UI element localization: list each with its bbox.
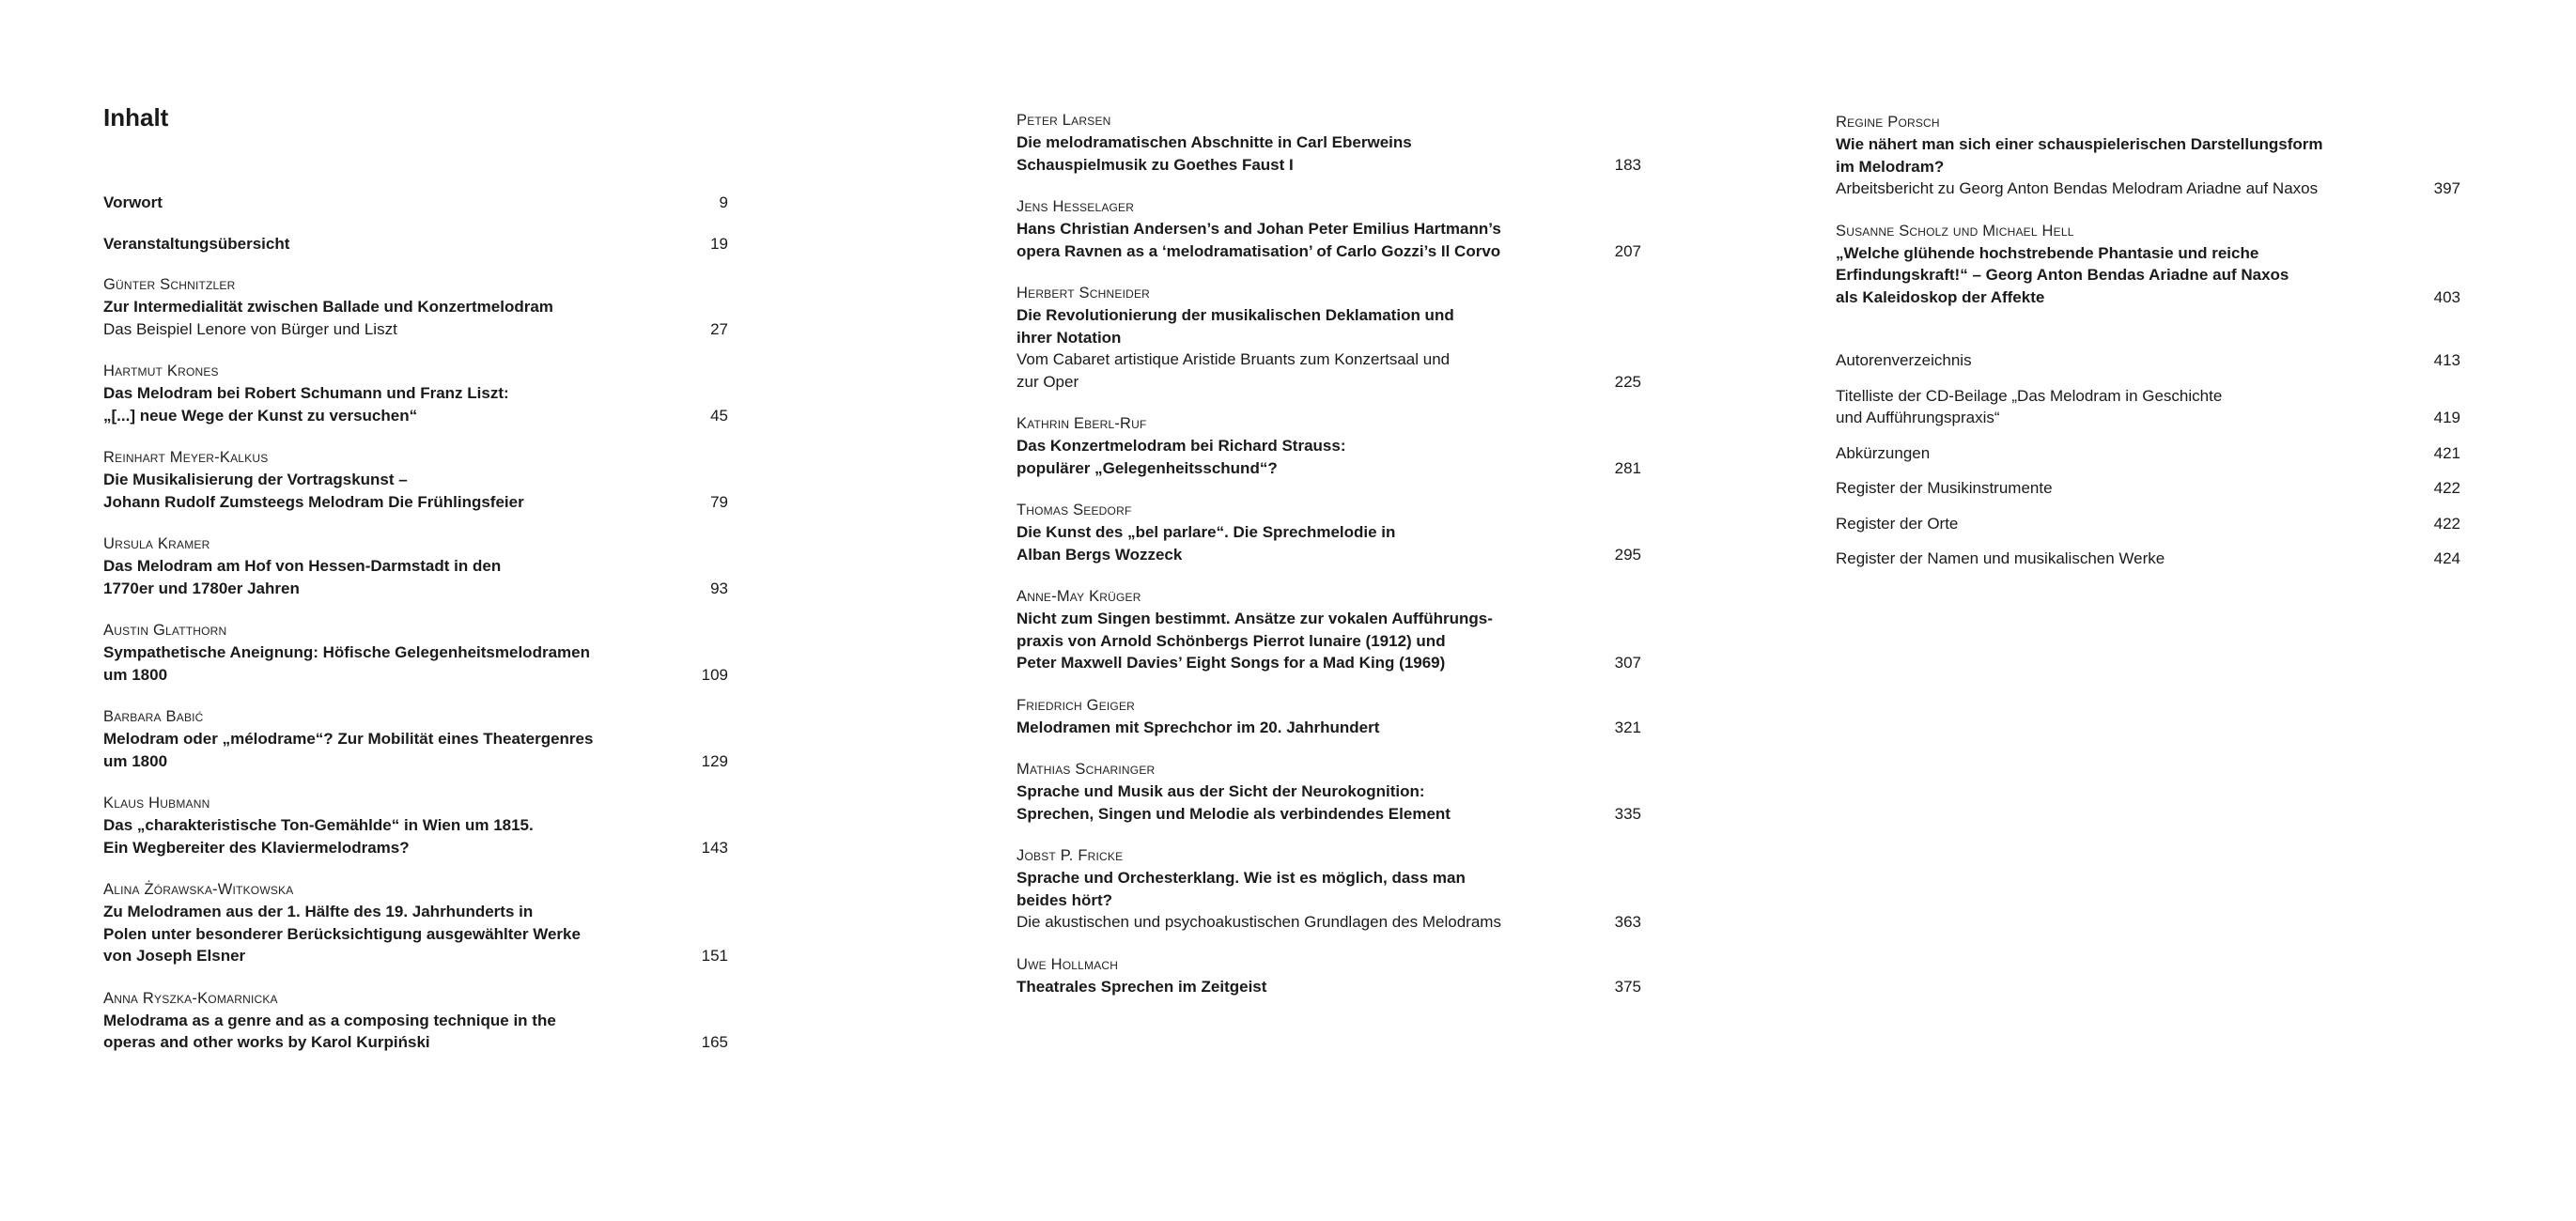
toc-entry (103, 705, 728, 772)
toc-entries (1016, 109, 1641, 997)
entry-title-line: Theatrales Sprechen im Zeitgeist (1016, 977, 1267, 996)
toc-entry (1836, 513, 2460, 535)
toc-entry (1016, 953, 1641, 998)
entry-page-number: 19 (710, 234, 728, 253)
entry-title-line: Peter Maxwell Davies’ Eight Songs for a Mad King (1969) (1016, 654, 1446, 672)
entry-text (103, 878, 686, 967)
entry-subtitle-line: Autorenverzeichnis (1836, 351, 1972, 369)
entry-title-line: Die Musikalisierung der Vortragskunst – (103, 471, 408, 488)
toc-entry (1836, 442, 2460, 465)
entry-text (1016, 412, 1599, 479)
toc-entries (1836, 111, 2460, 570)
entry-title-line: Das Melodram bei Robert Schumann und Franz Liszt: (103, 384, 509, 402)
entry-title-line: Melodram oder „mélodrame“? Zur Mobilität eines Theatergenres (103, 730, 594, 748)
entry-text (1836, 220, 2418, 309)
entry-page-number: 183 (1614, 155, 1641, 174)
toc-entry (1016, 499, 1641, 565)
entry-title-line: Ein Wegbereiter des Klaviermelodrams? (103, 838, 410, 857)
entry-subtitle-line: Register der Orte (1836, 514, 1959, 533)
entry-page-number: 129 (701, 751, 728, 770)
entry-author: Reinhart Meyer-Kalkus (103, 449, 269, 466)
entry-title-line: beides hört? (1016, 890, 1113, 909)
entry-page-number: 27 (710, 319, 728, 338)
entry-title-line: Die Kunst des „bel parlare“. Die Sprechmelodie in (1016, 523, 1396, 541)
entry-author: Friedrich Geiger (1016, 696, 1136, 714)
entry-text (1836, 442, 2418, 465)
entry-page-number: 335 (1614, 804, 1641, 823)
entry-page-number: 422 (2433, 514, 2460, 533)
entry-text (1016, 844, 1599, 934)
entry-text (103, 619, 686, 686)
toc-entry (1016, 412, 1641, 479)
toc-entry (1836, 111, 2460, 200)
entry-text (1016, 758, 1599, 825)
entry-text (1836, 111, 2418, 200)
entry-author: Peter Larsen (1016, 112, 1111, 129)
entry-title-line: 1770er und 1780er Jahren (103, 579, 300, 597)
entry-page-number: 421 (2433, 443, 2460, 462)
entry-title-line: Polen unter besonderer Berücksichtigung ausgewählter Werke (103, 924, 581, 943)
entry-subtitle-line: Titelliste der CD-Beilage „Das Melodram in Geschichte (1836, 386, 2223, 405)
toc-entry (1836, 220, 2460, 309)
toc-entry (103, 446, 728, 513)
toc-entry (1836, 385, 2460, 429)
entry-page-number: 375 (1614, 977, 1641, 996)
toc-entry (1016, 109, 1641, 176)
entry-title-line: „Welche glühende hochstrebende Phantasie und reiche (1836, 243, 2259, 262)
entry-title-line: Schauspielmusik zu Goethes Faust I (1016, 155, 1294, 174)
entry-text (103, 192, 686, 214)
entry-title-line: Das Melodram am Hof von Hessen-Darmstadt in den (103, 557, 502, 575)
entry-page-number: 424 (2433, 549, 2460, 567)
entry-author: Susanne Scholz und Michael Hell (1836, 222, 2074, 240)
toc-entry (1836, 477, 2460, 500)
entry-title-line: Sprache und Musik aus der Sicht der Neurokognition: (1016, 782, 1425, 800)
entry-subtitle-line: Die akustischen und psychoakustischen Grundlagen des Melodrams (1016, 913, 1501, 931)
toc-entry (103, 878, 728, 967)
entry-subtitle-line: Abkürzungen (1836, 443, 1931, 462)
entry-page-number: 307 (1614, 654, 1641, 672)
entry-page-number: 93 (710, 579, 728, 597)
entry-text (1016, 109, 1599, 176)
entry-subtitle-line: und Aufführungspraxis“ (1836, 409, 2000, 426)
entry-title-line: Zu Melodramen aus der 1. Hälfte des 19. Jahrhunderts in (103, 903, 534, 920)
entry-page-number: 45 (710, 406, 728, 425)
toc-entry (1016, 195, 1641, 262)
entry-author: Anne-May Krüger (1016, 588, 1141, 605)
entry-text (1016, 585, 1599, 674)
entry-subtitle-line: Das Beispiel Lenore von Bürger und Liszt (103, 319, 397, 338)
entry-text (1836, 548, 2418, 570)
entry-page-number: 225 (1614, 372, 1641, 391)
entry-subtitle-line: zur Oper (1016, 372, 1079, 391)
entry-author: Thomas Seedorf (1016, 502, 1132, 518)
entry-title-line: Johann Rudolf Zumsteegs Melodram Die Frühlingsfeier (103, 492, 524, 511)
entry-title-line: opera Ravnen as a ‘melodramatisation’ of Carlo Gozzi’s Il Corvo (1016, 241, 1501, 260)
entry-text (103, 705, 686, 772)
entry-title-line: Das „charakteristische Ton-Gemählde“ in Wien um 1815. (103, 816, 534, 834)
toc-entry (103, 192, 728, 214)
entry-author: Barbara Babić (103, 708, 204, 725)
entry-page-number: 363 (1614, 913, 1641, 931)
entry-page-number: 397 (2433, 179, 2460, 197)
entry-author: Klaus Hubmann (103, 795, 210, 811)
toc-entry (1836, 548, 2460, 570)
entry-title-line: Sprache und Orchesterklang. Wie ist es möglich, dass man (1016, 869, 1466, 887)
entry-page-number: 419 (2433, 409, 2460, 426)
entry-title-line: Erfindungskraft!“ – Georg Anton Bendas Ariadne auf Naxos (1836, 266, 2289, 284)
entry-text (1016, 499, 1599, 565)
entry-author: Günter Schnitzler (103, 276, 236, 293)
entry-title-line: Sprechen, Singen und Melodie als verbindendes Element (1016, 804, 1451, 823)
entry-page-number: 422 (2433, 479, 2460, 497)
entry-text (1016, 195, 1599, 262)
entry-author: Alina Żórawska-Witkowska (103, 881, 294, 898)
entry-subtitle-line: Vom Cabaret artistique Aristide Bruants zum Konzertsaal und (1016, 350, 1451, 368)
entry-title-line: operas and other works by Karol Kurpiński (103, 1033, 430, 1051)
entry-text (1836, 513, 2418, 535)
entry-page-number: 109 (701, 665, 728, 684)
entry-text (103, 987, 686, 1054)
entry-title-line: populärer „Gelegenheitsschund“? (1016, 458, 1278, 477)
entry-text (1016, 953, 1599, 998)
entry-title-line: um 1800 (103, 751, 168, 770)
entry-title-line: Das Konzertmelodram bei Richard Strauss: (1016, 437, 1346, 455)
toc-heading: Inhalt (103, 103, 169, 131)
entry-author: Anna Ryszka-Komarnicka (103, 989, 278, 1007)
entry-author: Herbert Schneider (1016, 285, 1151, 301)
toc-entry (1016, 694, 1641, 739)
toc-entry (103, 987, 728, 1054)
toc-entry (103, 619, 728, 686)
entry-author: Jens Hesselager (1016, 198, 1135, 215)
entry-text (1016, 694, 1599, 739)
entry-page-number: 281 (1614, 458, 1641, 477)
entry-author: Kathrin Eberl-Ruf (1016, 415, 1147, 432)
toc-column-1 (103, 101, 728, 1074)
entry-author: Regine Porsch (1836, 114, 1940, 131)
entry-text (1016, 282, 1599, 393)
entry-title-line: Hans Christian Andersen’s and Johan Peter Emilius Hartmann’s (1016, 220, 1501, 238)
entry-title-line: im Melodram? (1836, 157, 1945, 176)
toc-entry (103, 360, 728, 426)
entry-page-number: 165 (701, 1033, 728, 1051)
entry-title-line: Die Revolutionierung der musikalischen Deklamation und (1016, 306, 1454, 324)
entry-title-line: Die melodramatischen Abschnitte in Carl Eberweins (1016, 133, 1412, 151)
entry-text (103, 360, 686, 426)
entry-title-line: Melodramen mit Sprechchor im 20. Jahrhundert (1016, 718, 1380, 736)
entry-text (103, 446, 686, 513)
entry-title-line: als Kaleidoskop der Affekte (1836, 287, 2045, 306)
entry-title-line: Wie nähert man sich einer schauspielerischen Darstellungsform (1836, 135, 2323, 153)
toc-entry (103, 533, 728, 599)
entry-page-number: 151 (701, 947, 728, 965)
entry-author: Mathias Scharinger (1016, 761, 1156, 778)
entry-page-number: 295 (1614, 545, 1641, 564)
entry-title-line: Vorwort (103, 193, 163, 211)
entry-text (103, 273, 686, 340)
entry-author: Hartmut Krones (103, 363, 219, 379)
entry-subtitle-line: Arbeitsbericht zu Georg Anton Bendas Melodram Ariadne auf Naxos (1836, 179, 2319, 197)
entry-author: Uwe Hollmach (1016, 955, 1119, 973)
entry-subtitle-line: Register der Namen und musikalischen Werke (1836, 549, 2165, 567)
entry-page-number: 207 (1614, 241, 1641, 260)
entry-page-number: 79 (710, 492, 728, 511)
entry-title-line: praxis von Arnold Schönbergs Pierrot lunaire (1912) und (1016, 631, 1446, 650)
entry-text (1836, 385, 2418, 429)
toc-entry (103, 792, 728, 858)
toc-entry (1836, 349, 2460, 372)
entry-text (103, 233, 686, 255)
entry-text (103, 792, 686, 858)
toc-entry (1016, 758, 1641, 825)
toc-entry (1016, 844, 1641, 934)
toc-entries (103, 192, 728, 1054)
entry-text (1836, 477, 2418, 500)
entry-text (103, 533, 686, 599)
entry-title-line: Veranstaltungsübersicht (103, 234, 290, 253)
entry-text (1836, 349, 2418, 372)
entry-author: Jobst P. Fricke (1016, 847, 1124, 864)
entry-title-line: um 1800 (103, 665, 168, 684)
toc-entry (103, 273, 728, 340)
entry-title-line: Melodrama as a genre and as a composing technique in the (103, 1011, 556, 1029)
entry-page-number: 413 (2433, 351, 2460, 369)
entry-title-line: Sympathetische Aneignung: Höfische Gelegenheitsmelodramen (103, 643, 590, 661)
toc-entry (103, 233, 728, 255)
entry-title-line: „[...] neue Wege der Kunst zu versuchen“ (103, 406, 418, 425)
entry-title-line: Alban Bergs Wozzeck (1016, 545, 1183, 564)
entry-author: Ursula Kramer (103, 535, 210, 552)
toc-column-3 (1836, 111, 2460, 583)
toc-column-2 (1016, 109, 1641, 1017)
entry-page-number: 9 (719, 193, 728, 211)
entry-title-line: Zur Intermedialität zwischen Ballade und Konzertmelodram (103, 298, 553, 316)
entry-title-line: Nicht zum Singen bestimmt. Ansätze zur vokalen Aufführungs- (1016, 610, 1493, 627)
entry-page-number: 143 (701, 838, 728, 857)
toc-entry (1016, 282, 1641, 393)
entry-subtitle-line: Register der Musikinstrumente (1836, 479, 2053, 497)
entry-author: Austin Glatthorn (103, 622, 227, 639)
entry-page-number: 403 (2433, 287, 2460, 306)
entry-title-line: von Joseph Elsner (103, 947, 246, 965)
entry-page-number: 321 (1614, 718, 1641, 736)
entry-title-line: ihrer Notation (1016, 328, 1122, 347)
toc-entry (1016, 585, 1641, 674)
